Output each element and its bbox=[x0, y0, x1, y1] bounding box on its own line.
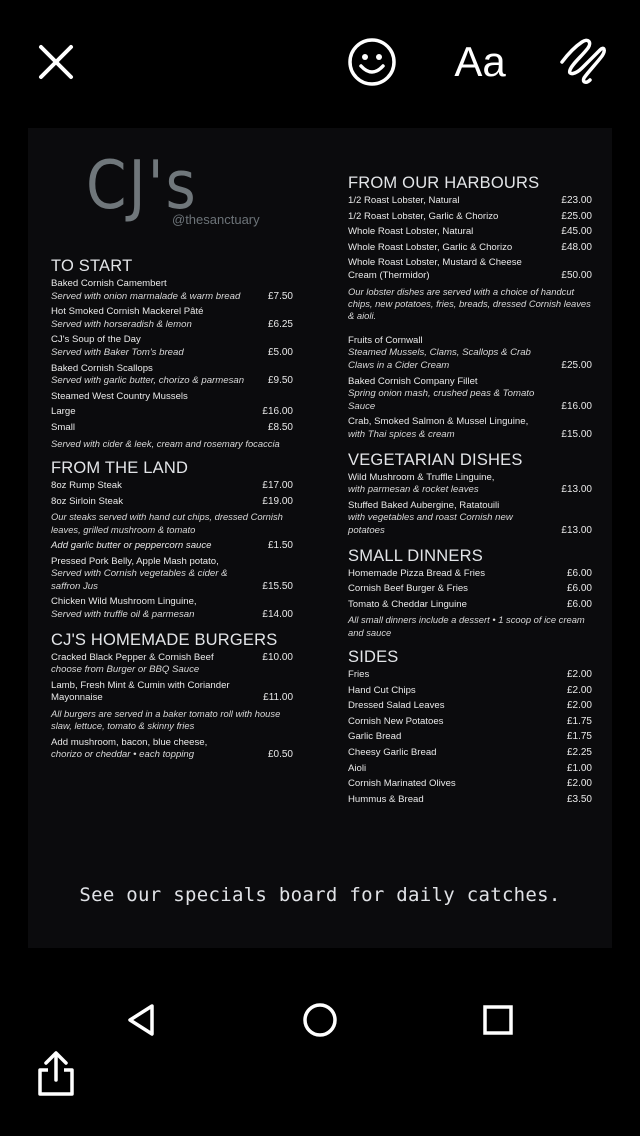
menu-item-name: Baked Cornish Scallops bbox=[51, 362, 153, 374]
menu-item bbox=[348, 376, 592, 414]
close-button[interactable] bbox=[26, 32, 86, 92]
menu-item-price: £1.50 bbox=[267, 539, 293, 551]
menu-item-price: £25.00 bbox=[561, 359, 592, 371]
menu-item-price: £3.50 bbox=[566, 793, 592, 805]
menu-item-price: £50.00 bbox=[561, 269, 592, 281]
menu-item-name: 8oz Sirloin Steak bbox=[51, 495, 123, 507]
menu-item-description: with parmesan & rocket leaves bbox=[348, 484, 479, 496]
menu-item-name: Cornish Marinated Olives bbox=[348, 778, 456, 790]
menu-right-column bbox=[348, 173, 592, 814]
menu-item-description: Served with garlic butter, chorizo & parmesan bbox=[51, 375, 245, 387]
specials-note: See our specials board for daily catches. bbox=[79, 884, 561, 906]
menu-item-price: £9.50 bbox=[267, 375, 293, 387]
menu-item bbox=[348, 669, 592, 682]
menu-section bbox=[51, 458, 293, 622]
menu-item-description: Spring onion mash, crushed peas & Tomato Sauce bbox=[348, 388, 535, 412]
menu-item-price: £6.00 bbox=[566, 598, 592, 610]
menu-item-price: £13.00 bbox=[561, 484, 592, 496]
menu-item-price: £8.50 bbox=[267, 421, 293, 433]
menu-item-price: £25.00 bbox=[561, 210, 592, 222]
menu-item-price: £6.00 bbox=[566, 567, 592, 579]
menu-left-column bbox=[51, 256, 293, 770]
menu-item bbox=[348, 716, 592, 729]
menu-item bbox=[51, 480, 293, 493]
menu-item-name: Whole Roast Lobster, Garlic & Chorizo bbox=[348, 241, 513, 253]
menu-section bbox=[348, 173, 592, 442]
menu-item-price: £14.00 bbox=[262, 608, 293, 620]
menu-item-price: £1.75 bbox=[566, 715, 592, 727]
menu-section bbox=[348, 647, 592, 806]
recents-square-icon bbox=[480, 1002, 516, 1038]
menu-item-price: £13.00 bbox=[561, 524, 592, 536]
menu-item-price: £0.50 bbox=[267, 749, 293, 761]
menu-section-note: All small dinners include a dessert • 1 scoop of ice cream and sauce bbox=[348, 614, 585, 638]
menu-item-price: £1.75 bbox=[566, 731, 592, 743]
menu-item-name: Cornish Beef Burger & Fries bbox=[348, 583, 468, 595]
menu-item-name: Add mushroom, bacon, blue cheese, bbox=[51, 736, 208, 748]
menu-item-price: £2.00 bbox=[566, 684, 592, 696]
menu-item-description: Steamed Mussels, Clams, Scallops & Crab Claws in a Cider Cream bbox=[348, 347, 531, 371]
menu-item-name: Stuffed Baked Aubergine, Ratatouili bbox=[348, 499, 500, 511]
menu-item-price: £45.00 bbox=[561, 226, 592, 238]
menu-item-name: Tomato & Cheddar Linguine bbox=[348, 598, 467, 610]
menu-item-price: £16.00 bbox=[262, 406, 293, 418]
menu-item-price: £1.00 bbox=[566, 762, 592, 774]
menu-item-name: Aioli bbox=[348, 762, 367, 774]
menu-item bbox=[51, 391, 293, 404]
share-icon bbox=[32, 1050, 80, 1098]
menu-item-name: Cracked Black Pepper & Cornish Beef bbox=[51, 651, 214, 663]
menu-item-name: 1/2 Roast Lobster, Natural bbox=[348, 195, 460, 206]
menu-item-name: Dressed Salad Leaves bbox=[348, 700, 445, 712]
menu-item-name: Lamb, Fresh Mint & Cumin with Coriander Mayonnaise bbox=[51, 679, 230, 704]
menu-item bbox=[348, 416, 592, 441]
menu-item bbox=[348, 778, 592, 791]
menu-item-name: CJ's Soup of the Day bbox=[51, 334, 141, 346]
menu-item bbox=[51, 422, 293, 435]
logo-tagline: @thesanctuary bbox=[172, 212, 260, 227]
menu-item-price: £2.00 bbox=[566, 700, 592, 712]
menu-item-description: Served with horseradish & lemon bbox=[51, 318, 192, 330]
restaurant-logo: CJ's bbox=[86, 146, 198, 225]
text-tool-button[interactable]: Aa bbox=[454, 38, 506, 85]
menu-section-title: VEGETARIAN DISHES bbox=[348, 450, 523, 469]
menu-item-name: Pressed Pork Belly, Apple Mash potato, bbox=[51, 555, 219, 567]
menu-item-description: with Thai spices & cream bbox=[348, 428, 455, 440]
story-toolbar bbox=[0, 0, 640, 120]
share-button[interactable] bbox=[26, 1044, 86, 1104]
menu-section bbox=[348, 450, 592, 538]
menu-item-description: Served with onion marmalade & warm bread bbox=[51, 290, 241, 302]
menu-item bbox=[51, 306, 293, 331]
menu-section-title: TO START bbox=[51, 257, 133, 275]
menu-item-price: £5.00 bbox=[267, 346, 293, 358]
menu-item bbox=[348, 257, 592, 282]
menu-item-name: Fries bbox=[348, 669, 370, 681]
menu-item-name: Hot Smoked Cornish Mackerel Pâté bbox=[51, 306, 204, 318]
system-nav-bar bbox=[0, 990, 640, 1050]
nav-home-button[interactable] bbox=[290, 990, 350, 1050]
sticker-button[interactable] bbox=[342, 32, 402, 92]
menu-item-name: Hand Cut Chips bbox=[348, 684, 416, 696]
menu-item-description: Served with Baker Tom's bread bbox=[51, 346, 184, 358]
menu-item-name: Whole Roast Lobster, Mustard & Cheese Cream (Thermidor) bbox=[348, 257, 522, 281]
menu-item bbox=[51, 680, 293, 705]
menu-item-name: Baked Cornish Company Fillet bbox=[348, 375, 478, 387]
menu-item-name: Garlic Bread bbox=[348, 731, 402, 743]
menu-item bbox=[348, 763, 592, 776]
menu-section-title: FROM OUR HARBOURS bbox=[348, 174, 540, 192]
spacer bbox=[348, 327, 592, 335]
menu-item bbox=[348, 747, 592, 760]
menu-item-price: £23.00 bbox=[561, 195, 592, 206]
menu-item-price: £15.00 bbox=[561, 428, 592, 440]
menu-item bbox=[348, 568, 592, 581]
nav-back-button[interactable] bbox=[112, 990, 172, 1050]
menu-item-description: chorizo or cheddar • each topping bbox=[51, 749, 195, 761]
menu-item-price: £16.00 bbox=[561, 400, 592, 412]
menu-item-price: £2.25 bbox=[566, 747, 592, 759]
menu-item-name: 8oz Rump Steak bbox=[51, 479, 122, 491]
menu-section bbox=[51, 630, 293, 762]
menu-item-price: £17.00 bbox=[262, 479, 293, 491]
menu-item-name: Steamed West Country Mussels bbox=[51, 390, 188, 402]
menu-item-name: Baked Cornish Camembert bbox=[51, 278, 167, 289]
menu-item bbox=[348, 226, 592, 239]
menu-item bbox=[51, 496, 293, 509]
menu-item-price: £10.00 bbox=[262, 651, 293, 663]
pen-scribble-icon bbox=[554, 34, 610, 90]
menu-item bbox=[51, 363, 293, 388]
menu-section-title: CJ'S HOMEMADE BURGERS bbox=[51, 630, 278, 649]
smiley-icon bbox=[346, 36, 398, 88]
menu-item bbox=[51, 406, 293, 419]
menu-section-title: FROM THE LAND bbox=[51, 458, 189, 477]
menu-item bbox=[348, 472, 592, 497]
menu-item-name: Cornish New Potatoes bbox=[348, 715, 444, 727]
menu-item-price: £48.00 bbox=[561, 241, 592, 253]
draw-tool-button[interactable] bbox=[552, 32, 612, 92]
menu-item-name: 1/2 Roast Lobster, Garlic & Chorizo bbox=[348, 210, 499, 222]
menu-item-price: £11.00 bbox=[263, 692, 293, 704]
menu-item-name: Cheesy Garlic Bread bbox=[348, 747, 437, 759]
menu-item bbox=[51, 652, 293, 677]
menu-item bbox=[348, 211, 592, 224]
menu-item-name: Hummus & Bread bbox=[348, 793, 424, 805]
menu-item bbox=[348, 731, 592, 744]
menu-item bbox=[348, 685, 592, 698]
menu-item bbox=[348, 700, 592, 713]
menu-item-name: Add garlic butter or peppercorn sauce bbox=[51, 539, 212, 551]
menu-item-description: Served with Cornish vegetables & cider & saffron Jus bbox=[51, 568, 228, 592]
menu-photo bbox=[28, 128, 612, 948]
menu-item-description: Served with truffle oil & parmesan bbox=[51, 608, 195, 620]
menu-item-name: Crab, Smoked Salmon & Mussel Linguine, bbox=[348, 416, 529, 428]
close-icon bbox=[38, 44, 74, 80]
back-triangle-icon bbox=[124, 1002, 160, 1038]
menu-item bbox=[51, 596, 293, 621]
menu-item-description: with vegetables and roast Cornish new potatoes bbox=[348, 512, 513, 536]
menu-item-price: £2.00 bbox=[566, 778, 592, 790]
menu-section bbox=[51, 256, 293, 450]
menu-item-price: £6.00 bbox=[566, 583, 592, 595]
menu-section-note: All burgers are served in a baker tomato roll with house slaw, lettuce, tomato & skinny fries bbox=[51, 707, 281, 732]
menu-item-name: Small bbox=[51, 421, 75, 433]
menu-item bbox=[51, 278, 293, 303]
menu-item bbox=[51, 556, 293, 594]
menu-item-price: £6.25 bbox=[267, 318, 293, 330]
menu-item-name: Wild Mushroom & Truffle Linguine, bbox=[348, 471, 495, 483]
menu-item-price: £19.00 bbox=[262, 495, 293, 507]
menu-item-name: Homemade Pizza Bread & Fries bbox=[348, 567, 486, 579]
menu-item bbox=[51, 737, 293, 762]
menu-item-name: Large bbox=[51, 406, 76, 418]
menu-item-price: £7.50 bbox=[267, 290, 293, 302]
menu-item bbox=[348, 583, 592, 596]
menu-section-note: Our lobster dishes are served with a choice of handcut chips, new potatoes, fries, breads, dressed Cornish leaves & aioli. bbox=[348, 285, 591, 322]
menu-item bbox=[348, 599, 592, 612]
menu-item-description: choose from Burger or BBQ Sauce bbox=[51, 664, 200, 676]
menu-section-note: Served with cider & leek, cream and rosemary focaccia bbox=[51, 437, 280, 449]
menu-item bbox=[348, 195, 592, 208]
menu-item bbox=[51, 540, 293, 553]
home-circle-icon bbox=[300, 1000, 340, 1040]
menu-item-name: Chicken Wild Mushroom Linguine, bbox=[51, 596, 197, 608]
menu-section bbox=[348, 546, 592, 640]
menu-item-name: Fruits of Cornwall bbox=[348, 334, 423, 346]
menu-item-price: £15.50 bbox=[262, 580, 293, 592]
menu-item bbox=[348, 500, 592, 538]
menu-section-note: Our steaks served with hand cut chips, dressed Cornish leaves, grilled mushroom & tomato bbox=[51, 511, 283, 535]
nav-recents-button[interactable] bbox=[468, 990, 528, 1050]
menu-item bbox=[348, 242, 592, 255]
menu-section-title: SMALL DINNERS bbox=[348, 546, 483, 565]
menu-item bbox=[51, 334, 293, 359]
menu-section-title: SIDES bbox=[348, 648, 399, 667]
menu-item bbox=[348, 794, 592, 807]
menu-item-name: Whole Roast Lobster, Natural bbox=[348, 226, 474, 238]
menu-item bbox=[348, 335, 592, 373]
menu-item-price: £2.00 bbox=[566, 669, 592, 681]
